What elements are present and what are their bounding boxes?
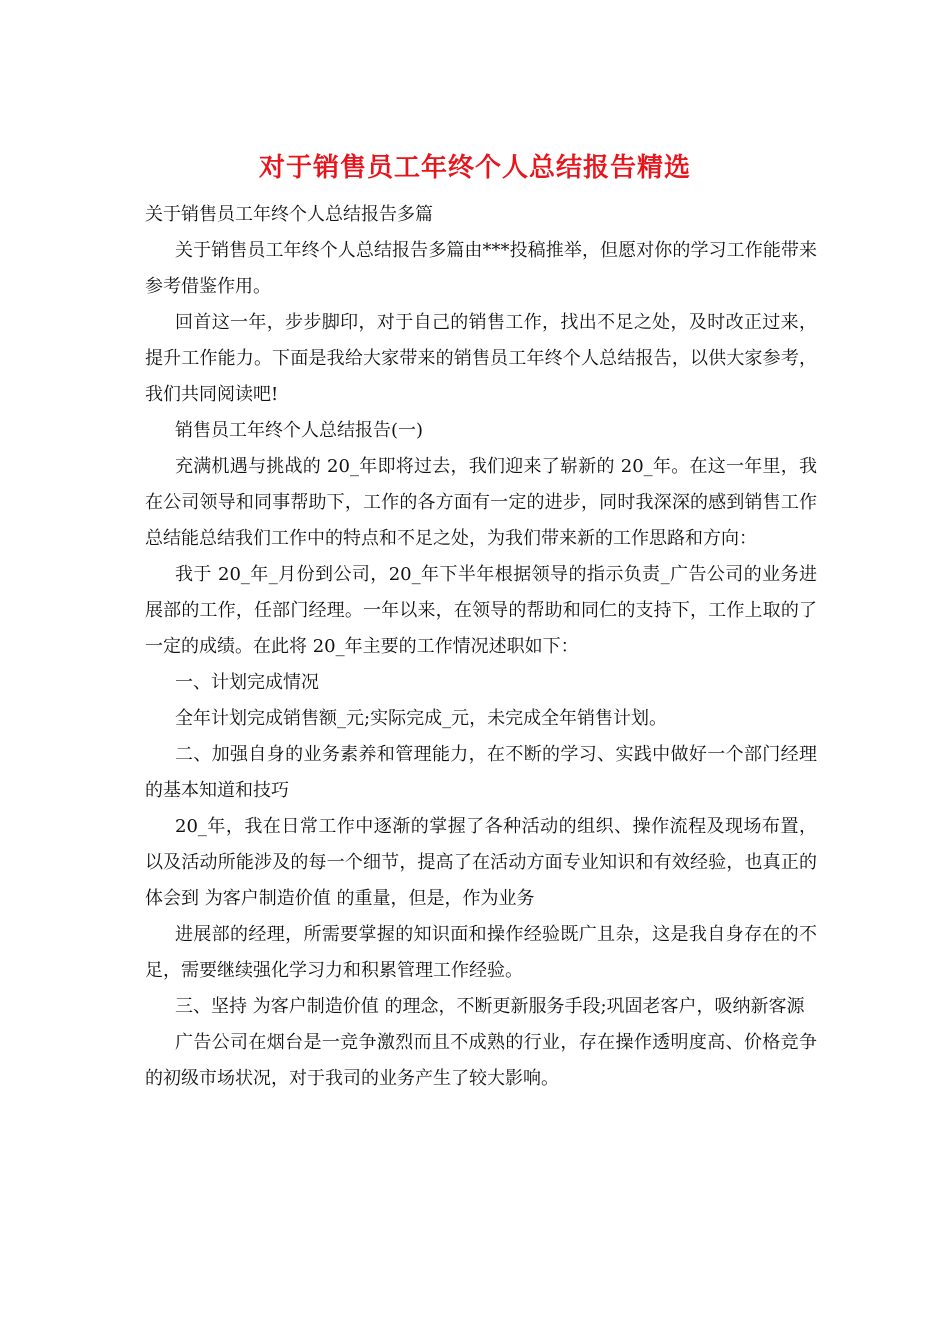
section-heading: 一、计划完成情况 xyxy=(175,672,319,693)
paragraph: 我于 20_年_月份到公司，20_年下半年根据领导的指示负责_广告公司的业务进展部的工作，任部门经理。一年以来，在领导的帮助和同仁的支持下，工作上取的了一定的成绩。在此将 20_年主要的工作情况述职如下： xyxy=(145,564,817,657)
paragraph: 关于销售员工年终个人总结报告多篇 xyxy=(145,204,433,225)
paragraph: 关于销售员工年终个人总结报告多篇由***投稿推举，但愿对你的学习工作能带来参考借鉴作用。 xyxy=(145,240,817,297)
paragraph: 广告公司在烟台是一竞争激烈而且不成熟的行业，存在操作透明度高、价格竞争的初级市场状况，对于我司的业务产生了较大影响。 xyxy=(145,1032,817,1089)
paragraph: 20_年，我在日常工作中逐渐的掌握了各种活动的组织、操作流程及现场布置，以及活动所能涉及的每一个细节，提高了在活动方面专业知识和有效经验，也真正的体会到 为客户制造价值 的重量，但是，作为业务 xyxy=(145,816,817,909)
paragraph: 回首这一年，步步脚印，对于自己的销售工作，找出不足之处，及时改正过来，提升工作能力。下面是我给大家带来的销售员工年终个人总结报告，以供大家参考，我们共同阅读吧! xyxy=(145,312,817,405)
section-heading: 销售员工年终个人总结报告(一) xyxy=(175,420,424,441)
paragraph: 进展部的经理，所需要掌握的知识面和操作经验既广且杂，这是我自身存在的不足，需要继续强化学习力和积累管理工作经验。 xyxy=(145,924,817,981)
paragraph: 全年计划完成销售额_元;实际完成_元，未完成全年销售计划。 xyxy=(175,708,668,729)
document-body xyxy=(145,197,817,1097)
section-heading: 二、加强自身的业务素养和管理能力，在不断的学习、实践中做好一个部门经理的基本知道和技巧 xyxy=(145,744,817,801)
section-heading: 三、坚持 为客户制造价值 的理念，不断更新服务手段;巩固老客户，吸纳新客源 xyxy=(175,996,805,1017)
paragraph: 充满机遇与挑战的 20_年即将过去，我们迎来了崭新的 20_年。在这一年里，我在公司领导和同事帮助下，工作的各方面有一定的进步，同时我深深的感到销售工作总结能总结我们工作中的特点和不足之处，为我们带来新的工作思路和方向： xyxy=(145,456,817,549)
document-title: 对于销售员工年终个人总结报告精选 xyxy=(258,153,691,183)
